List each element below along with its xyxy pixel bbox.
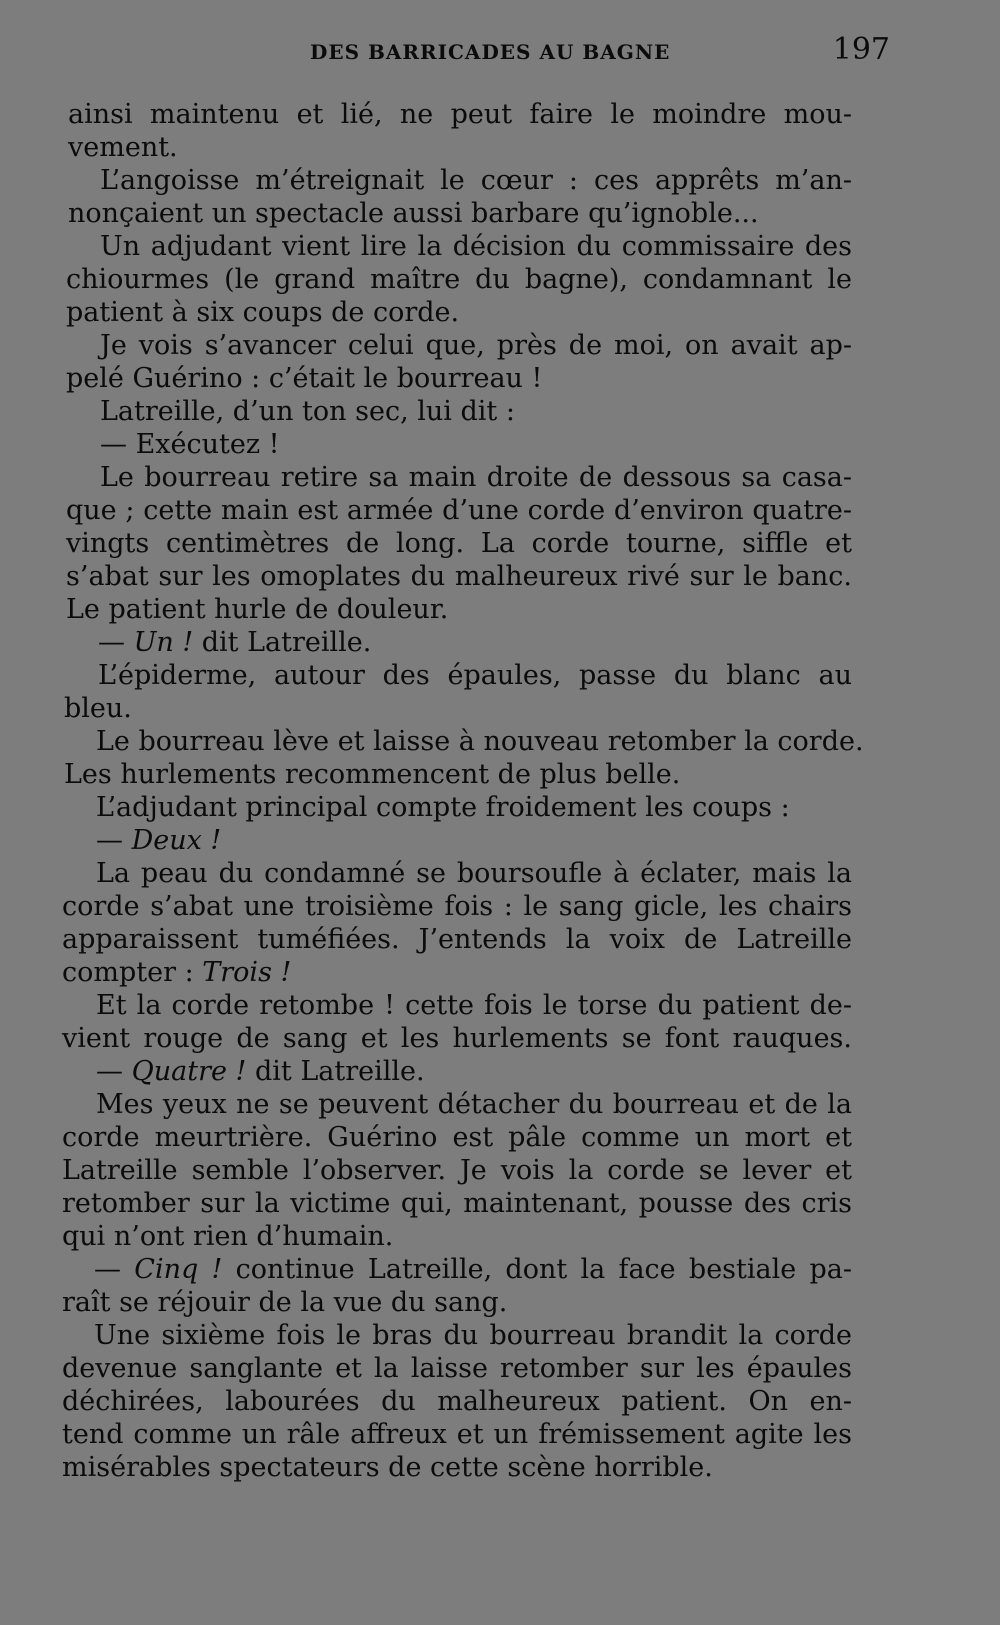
text-line: retomber sur la victime qui, maintenant, pousse des cris bbox=[62, 1188, 852, 1219]
counted-blow: Trois ! bbox=[202, 957, 292, 988]
text-line: corde s’abat une troisième fois : le sang gicle, les chairs bbox=[62, 891, 852, 922]
text-line: chiourmes (le grand maître du bagne), condamnant le bbox=[66, 264, 852, 295]
text-line bbox=[98, 626, 371, 660]
dialogue-lead: — bbox=[98, 627, 134, 658]
text-line: Une sixième fois le bras du bourreau brandit la corde bbox=[94, 1320, 852, 1351]
text-line: déchirées, labourées du malheureux patient. On en- bbox=[62, 1386, 852, 1417]
text-line: Je vois s’avancer celui que, près de moi, on avait ap- bbox=[100, 330, 852, 361]
dialogue-lead: compter : bbox=[62, 957, 203, 988]
text-line: devenue sanglante et la laisse retomber sur les épaules bbox=[62, 1353, 852, 1384]
dialogue-tail: continue Latreille, dont la face bestiale pa- bbox=[222, 1254, 852, 1285]
text-line: L’épiderme, autour des épaules, passe du blanc au bbox=[98, 660, 852, 691]
text-line: Un adjudant vient lire la décision du commissaire des bbox=[100, 231, 852, 262]
running-title: DES BARRICADES AU BAGNE bbox=[310, 40, 671, 64]
dialogue-lead: — bbox=[96, 1056, 132, 1087]
counted-blow: Quatre ! bbox=[131, 1056, 247, 1087]
text-line: La peau du condamné se boursoufle à éclater, mais la bbox=[96, 858, 852, 889]
text-line bbox=[96, 1055, 425, 1089]
text-line: Mes yeux ne se peuvent détacher du bourreau et de la bbox=[96, 1089, 852, 1120]
text-line: Et la corde retombe ! cette fois le torse du patient de- bbox=[96, 990, 852, 1021]
text-line: misérables spectateurs de cette scène horrible. bbox=[62, 1452, 713, 1483]
counted-blow: Deux ! bbox=[131, 825, 222, 856]
text-line: L’angoisse m’étreignait le cœur : ces apprêts m’an- bbox=[100, 165, 852, 196]
text-line: vement. bbox=[68, 132, 178, 163]
text-line: Latreille, d’un ton sec, lui dit : bbox=[100, 396, 515, 427]
text-line: L’adjudant principal compte froidement les coups : bbox=[96, 792, 790, 823]
counted-blow: Cinq ! bbox=[134, 1254, 223, 1285]
text-line: nonçaient un spectacle aussi barbare qu’ignoble... bbox=[68, 198, 759, 229]
text-line: Le bourreau lève et laisse à nouveau retomber la corde. bbox=[96, 726, 864, 757]
text-line: patient à six coups de corde. bbox=[66, 297, 460, 328]
text-line: s’abat sur les omoplates du malheureux rivé sur le banc. bbox=[66, 561, 852, 592]
page-number: 197 bbox=[832, 32, 890, 67]
text-line: pelé Guérino : c’était le bourreau ! bbox=[66, 363, 543, 394]
text-line: tend comme un râle affreux et un frémissement agite les bbox=[62, 1419, 852, 1450]
text-line: raît se réjouir de la vue du sang. bbox=[62, 1287, 508, 1318]
text-line: Le patient hurle de douleur. bbox=[66, 594, 449, 625]
running-head bbox=[60, 30, 890, 70]
text-line: ainsi maintenu et lié, ne peut faire le moindre mou- bbox=[68, 99, 852, 130]
text-line bbox=[62, 956, 291, 990]
text-line bbox=[94, 1253, 852, 1287]
counted-blow: Un ! bbox=[133, 627, 194, 658]
text-line: que ; cette main est armée d’une corde d’environ quatre- bbox=[66, 495, 852, 526]
dialogue-tail: dit Latreille. bbox=[246, 1056, 425, 1087]
dialogue-lead: — bbox=[94, 1254, 135, 1285]
text-line: corde meurtrière. Guérino est pâle comme un mort et bbox=[62, 1122, 852, 1153]
text-line: Latreille semble l’observer. Je vois la corde se lever et bbox=[62, 1155, 852, 1186]
text-line: apparaissent tuméfiées. J’entends la voix de Latreille bbox=[62, 924, 852, 955]
text-line: vingts centimètres de long. La corde tourne, siffle et bbox=[66, 528, 852, 559]
text-line: vient rouge de sang et les hurlements se font rauques. bbox=[62, 1023, 852, 1054]
text-line bbox=[96, 824, 221, 858]
text-line: bleu. bbox=[64, 693, 132, 724]
text-line: — Exécutez ! bbox=[100, 429, 280, 460]
text-line: Les hurlements recommencent de plus belle. bbox=[64, 759, 681, 790]
text-line: qui n’ont rien d’humain. bbox=[62, 1221, 394, 1252]
dialogue-lead: — bbox=[96, 825, 132, 856]
text-line: Le bourreau retire sa main droite de dessous sa casa- bbox=[100, 462, 852, 493]
dialogue-tail: dit Latreille. bbox=[193, 627, 372, 658]
